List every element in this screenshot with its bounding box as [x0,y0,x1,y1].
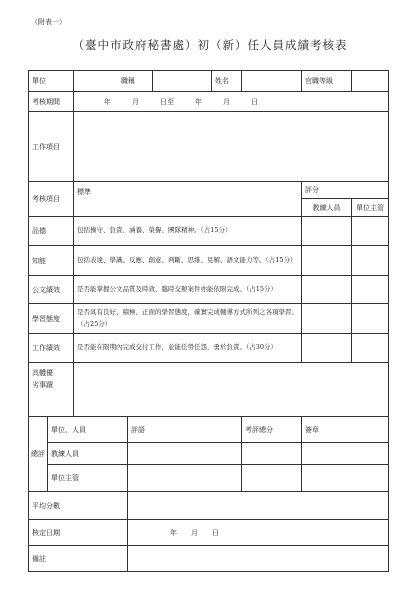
criterion-text: 是否能掌握公文品質及時效，臨時交辦案件亦能依限完成。（占15分） [74,276,302,304]
comment-label: 評語 [128,417,242,443]
summary-label: 總評 [29,417,48,492]
remarks-field[interactable] [128,546,389,572]
score-label: 評分 [302,182,389,199]
position-label: 職稱 [121,77,135,85]
remarks-row [29,546,389,572]
average-row [29,492,389,520]
trainer-score-cell[interactable] [302,217,352,246]
supervisor-score-cell[interactable] [352,246,389,276]
trainer-total-field[interactable] [242,443,302,465]
approval-date[interactable]: 年 月 日 [128,520,389,546]
trainer-score-cell[interactable] [302,304,352,334]
remarks-label: 備註 [29,546,128,572]
seal-label: 簽章 [302,417,389,443]
item-label: 考核項目 [29,182,74,217]
supervisor-score-cell[interactable] [352,304,389,334]
criterion-name: 學習態度 [29,304,74,334]
grade-value[interactable] [352,71,389,92]
grade-label: 官職等級 [302,71,352,92]
criterion-name: 品德 [29,217,74,246]
supervisor-score-cell[interactable] [352,334,389,363]
supervisor-label: 單位主管 [48,465,128,492]
supervisor-score-label: 單位主管 [352,199,389,217]
total-score-label: 考評總分 [242,417,302,443]
trainer-score-cell[interactable] [302,276,352,304]
work-items-row [29,112,389,182]
trainer-score-cell[interactable] [302,246,352,276]
criterion-name: 公文績效 [29,276,74,304]
approval-row [29,520,389,546]
unit-label: 單位 [29,71,74,92]
period-row [29,92,389,112]
concrete-deeds-row [29,363,389,417]
criterion-text: 是否具有良好、積極、正面的學習態度，確實完成輔導方式所列之各項學習。（占25分） [74,304,302,334]
criterion-text: 是否能在限期內完成交付工作，並能任勞任怨，勇於負責。（占30分） [74,334,302,363]
average-label: 平均分數 [29,492,128,520]
criterion-text: 包括操守、負責、涵養、榮譽、團隊精神。（占15分） [74,217,302,246]
criteria-header-row-1 [29,182,389,199]
criterion-row [29,276,389,304]
standard-label: 標準 [74,182,302,217]
concrete-deeds-label: 具體優劣事蹟 [32,369,53,389]
trainer-score-label: 教練人員 [302,199,352,217]
unit-person-label: 單位、人員 [48,417,128,443]
annex-label: （附表一） [31,18,66,26]
name-label: 姓名 [212,71,242,92]
assessment-table [28,70,389,572]
period-label: 考核期間 [29,92,74,112]
trainer-comment-field[interactable] [128,443,242,465]
criterion-text: 包括表達、學識、反應、創意、判斷、思維、見解、語文能力等。（占15分） [74,246,302,276]
header-row [29,71,389,92]
work-items-label: 工作項目 [29,112,74,182]
criterion-row [29,304,389,334]
name-value[interactable] [242,71,302,92]
summary-row-3 [29,465,389,492]
trainer-label: 教練人員 [48,443,128,465]
trainer-seal-field[interactable] [302,443,389,465]
criterion-name: 工作績效 [29,334,74,363]
supervisor-score-cell[interactable] [352,217,389,246]
supervisor-score-cell[interactable] [352,276,389,304]
concrete-deeds-field[interactable] [74,363,389,417]
criterion-name: 知能 [29,246,74,276]
supervisor-seal-field[interactable] [302,465,389,492]
trainer-score-cell[interactable] [302,334,352,363]
summary-row-1 [29,417,389,443]
approval-label: 核定日期 [29,520,128,546]
summary-row-2 [29,443,389,465]
period-text[interactable]: 年 月 日至 年 月 日 [74,92,389,112]
criterion-row [29,246,389,276]
supervisor-comment-field[interactable] [128,465,242,492]
form-title: （臺中市政府秘書處）初（新）任人員成績考核表 [72,38,348,52]
supervisor-total-field[interactable] [242,465,302,492]
criterion-row [29,334,389,363]
criterion-row [29,217,389,246]
work-items-field[interactable] [74,112,389,182]
average-field[interactable] [128,492,389,520]
